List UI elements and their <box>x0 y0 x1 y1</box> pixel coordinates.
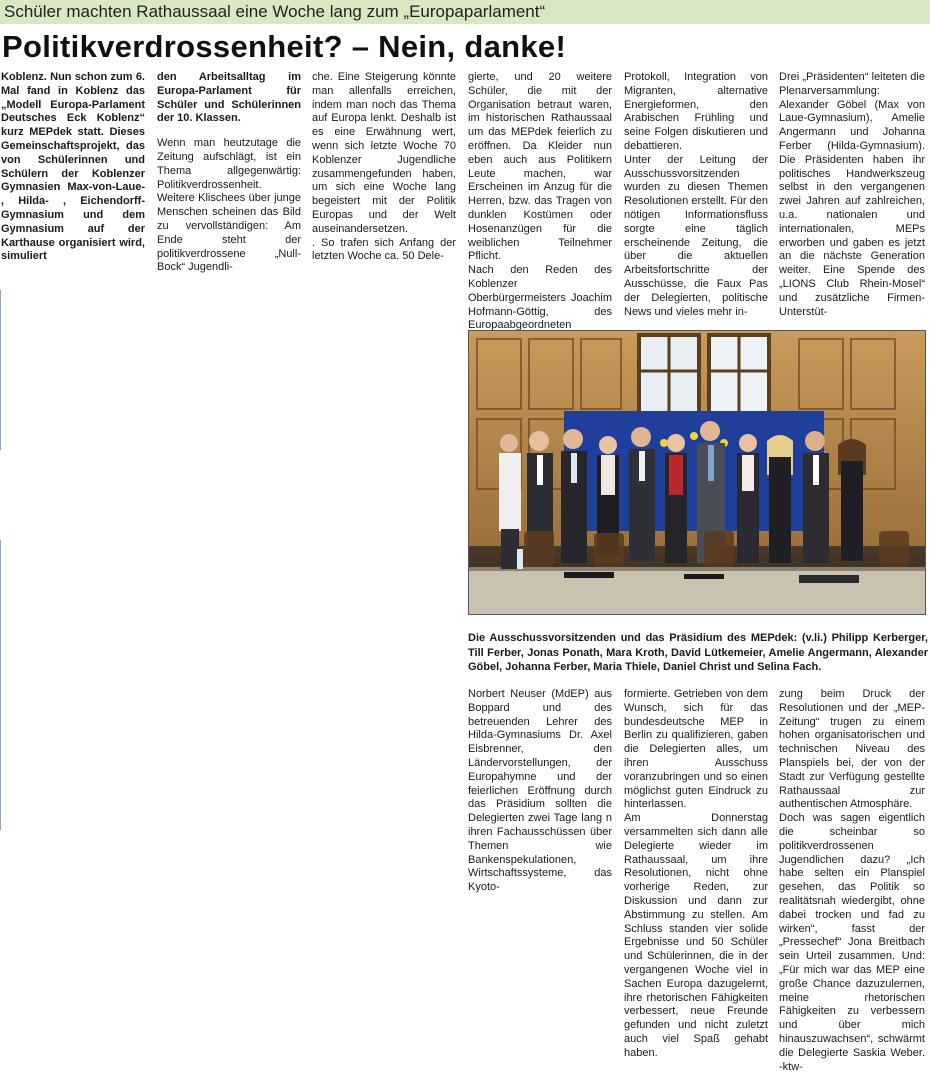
article-paragraph: Unter der Leitung der Ausschussvorsitzenden wurden zu diesen Themen Resolutionen erstellt. Für den nötigen Informationsfluss sorgte eine täglich erscheinende Zeitung, die über die aktuellen Arbeitsfortschritte der Ausschüsse, die Faux Pas der Delegierten, politische News und vieles mehr in- <box>624 153 768 318</box>
article-column-2 <box>157 71 301 281</box>
article-column-1 <box>1 71 145 281</box>
article-paragraph: gierte, und 20 weitere Schüler, die mit der Organisation betraut waren, im historischen Rathaussaal um das MEPdek feierlich zu eröffnen. Da Kleider nun eben auch aus Politikern Leute machen, war Erscheinen im Anzug für die Herren, bzw. das Tragen von dunklen Kostümen oder Hosenanzügen für die weiblichen Teilnehmer Pflicht. <box>468 71 612 263</box>
article-paragraph: formierte. Getrieben von dem Wunsch, sich für das bundesdeutsche MEP in Berlin zu qualifizieren, gaben die Delegierten alles, um ihren Ausschuss voranzubringen und so einen möglichst guten Eindruck zu hinterlassen. <box>624 688 768 811</box>
article-paragraph: Nach den Reden des Koblenzer Oberbürgermeisters Joachim Hofmann-Göttig, des Europaabgeordneten <box>468 264 612 332</box>
article-paragraph: Drei „Präsidenten“ leiteten die Plenarversammlung: Alexander Göbel (Max von Laue-Gymnasium), Amelie Angermann und Johanna Ferber (Hilda-Gymnasium). Die Präsidenten haben ihr politisches Handwerkszeug selbst in den vergangenen zwei Jahren auf zahlreichen, u.a. nationalen und internationalen, MEPs erworben und gaben es jetzt an die nächste Generation weiter. Eine Spende des „LIONS Club Rhein-Mosel“ und zusätzliche Firmen-Unterstüt- <box>779 71 925 318</box>
kicker-text: Schüler machten Rathaussaal eine Woche lang zum „Europaparlament“ <box>4 2 546 21</box>
article-column-4 <box>468 71 612 332</box>
group-photo-icon <box>469 331 925 614</box>
article-column-3 <box>312 71 456 281</box>
article-column-8 <box>624 688 768 1058</box>
margin-rule <box>0 540 1 830</box>
article-column-6 <box>779 71 925 321</box>
article-paragraph: Protokoll, Integration von Migranten, alternative Energieformen, den Arabischen Frühling und seine Folgen diskutieren und debattieren. <box>624 71 768 152</box>
article-column-9 <box>779 688 925 1073</box>
article-paragraph: den Arbeitsalltag im Europa-Parlament für Schüler und Schülerinnen der 10. Klassen. <box>157 71 301 125</box>
article-paragraph: zung beim Druck der Resolutionen und der „MEP-Zeitung“ trugen zu einem hohen organisatorischen und technischen Niveau des Planspiels bei, der von der Stadt zur Verfügung gestellte Rathaussaal zur authentischen Atmosphäre. <box>779 688 925 811</box>
article-paragraph: Wenn man heutzutage die Zeitung aufschlägt, ist ein Thema allgegenwärtig: Politikverdrossenheit. Weitere Klischees über junge Menschen scheinen das Bild zu vervollständigen: Am Ende steht der politikverdrossene „Null-Bock“ Jugendli- <box>157 137 301 274</box>
headline: Politikverdrossenheit? – Nein, danke! <box>2 29 567 64</box>
article-paragraph: . So trafen sich Anfang der letzten Woche ca. 50 Dele- <box>312 236 456 263</box>
article-column-7 <box>468 688 612 894</box>
group-photo <box>468 330 926 615</box>
article-paragraph: Am Donnerstag versammelten sich dann alle Delegierte wieder im Rathaussaal, um ihre Resolutionen, nicht ohne vorherige Reden, zur Diskussion und dann zur Abstimmung zu stellen. Am Schluss standen vier solide Ergebnisse und 50 Schüler und Schülerinnen, die in der vergangenen Woche viel in Sachen Europa dazugelernt, ihre rhetorischen Fähigkeiten verbessert, neue Freunde gefunden und nicht zuletzt auch viel Spaß gehabt haben. <box>624 812 768 1059</box>
article-paragraph: Koblenz. Nun schon zum 6. Mal fand in Koblenz das „Modell Europa-Parlament Deutsches Eck Koblenz“ kurz MEPdek statt. Dieses Gemeinschaftsprojekt, das von Schülerinnen und Schülern der Koblenzer Gymnasien Max-von-Laue- , Hilda- , Eichendorff-Gymnasium und dem Gymnasium auf der Karthause organisiert wird, simuliert <box>1 71 145 263</box>
article-paragraph: che. Eine Steigerung könnte man allenfalls erreichen, indem man noch das Thema auf Europa lenkt. Deshalb ist es eine Erwähnung wert, wenn sich letzte Woche 70 Koblenzer Jugendliche zusammengefunden haben, um sich eine Woche lang begeistert mit der Politik Europas und der Welt auseinandersetzen. <box>312 71 456 235</box>
article-paragraph: Norbert Neuser (MdEP) aus Boppard und des betreuenden Lehrer des Hilda-Gymnasiums Dr. Axel Eisbrenner, den Ländervorstellungen, der Europahymne und der feierlichen Eröffnung durch das Präsidium sollten die Delegierten zwei Tage lang n ihren Fachausschüssen über Themen wie Bankenspekulationen, Wirtschaftssysteme, das Kyoto- <box>468 688 612 894</box>
kicker-bar <box>0 0 930 24</box>
margin-rule <box>0 290 1 450</box>
article-column-5 <box>624 71 768 321</box>
photo-caption: Die Ausschussvorsitzenden und das Präsidium des MEPdek: (v.li.) Philipp Kerberger, Till Ferber, Jonas Ponath, Mara Kroth, David Lütkemeier, Amelie Angermann, Alexander Göbel, Johanna Ferber, Maria Thiele, Daniel Christ und Selina Fach. <box>468 632 928 673</box>
article-paragraph: Doch was sagen eigentlich die scheinbar so politikverdrossenen Jugendlichen dazu? „Ich habe selten ein Planspiel gesehen, das Politik so realitätsnah wiedergibt, ohne dabei trocken und fad zu wirken“, fasst der „Pressechef“ Jona Breitbach sein Urteil zusammen. Und: „Für mich war das MEP eine große Chance dazuzulernen, meine rhetorischen Fähigkeiten zu verbessern und über mich hinauszuwachsen“, schwärmt die Delegierte Saskia Weber. -ktw- <box>779 812 925 1073</box>
